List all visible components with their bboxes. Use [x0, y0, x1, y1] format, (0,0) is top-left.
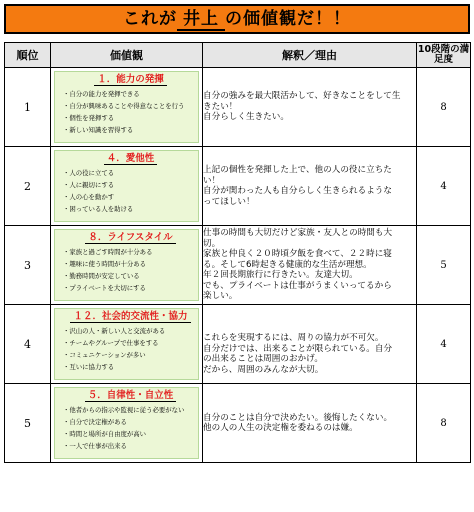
values-cell: [51, 226, 203, 305]
value-item: ・ プライベートを大切にする: [63, 282, 198, 294]
rank-cell: 5: [5, 384, 51, 463]
reason-line: きたい！: [203, 101, 238, 112]
table-row: [5, 68, 471, 147]
value-item: ・ 沢山の人・新しい人と交流がある: [63, 325, 198, 337]
satisfaction-score: 4: [417, 147, 471, 226]
value-item: ・ 一人で仕事が出来る: [63, 440, 198, 452]
value-item: ・ 人の役に立てる: [63, 167, 198, 179]
value-item: ・ 自分の能力を発揮できる: [63, 88, 198, 100]
reason-line: の出来ることは周囲のおかげ。: [203, 354, 323, 364]
value-item: ・ 趣味に使う時間が十分ある: [63, 258, 198, 270]
reason-line: 自分らしく生きたい。: [203, 112, 289, 123]
values-cell: [51, 305, 203, 384]
column-header-satisfaction: 10段階の満足度: [417, 43, 471, 68]
satisfaction-score: 4: [417, 305, 471, 384]
reason-line: 自分のことは自分で決めたい。後悔したくない。: [203, 412, 393, 423]
column-header-rank: 順位: [5, 43, 51, 68]
value-item: ・ 自分で決定権がある: [63, 416, 198, 428]
values-cell: [51, 147, 203, 226]
reason-cell: [203, 147, 417, 226]
value-item: ・ 困っている人を助ける: [63, 203, 198, 215]
reason-line: 年２回長期旅行に行きたい。友達大切。: [203, 270, 358, 281]
value-item: ・ 人に親切にする: [63, 179, 198, 191]
value-title: １．能力の発揮: [94, 74, 167, 86]
reason-cell: [203, 305, 417, 384]
page-title: [123, 4, 351, 31]
reason-line: これらを実現するには、周りの協力が不可欠。: [203, 333, 384, 343]
reason-line: でも、プライベートは仕事がうまくいってるから: [203, 280, 392, 291]
reason-line: 自分が関わった人も自分らしく生きられるような: [203, 186, 392, 196]
reason-line: 仕事の時間も大切だけど家族・友人との時間も大: [203, 228, 393, 239]
value-title: ８．ライフスタイル: [85, 232, 175, 244]
table-row: [5, 305, 471, 384]
value-item: ・ コミュニケーションが多い: [63, 349, 198, 361]
reason-cell: [203, 68, 417, 147]
reason-line: 楽しい。: [203, 291, 238, 302]
table-row: [5, 147, 471, 226]
reason-line: い！: [203, 175, 221, 186]
value-item: ・ 他者からの指示や監視に従う必要がない: [63, 404, 198, 416]
value-card: [54, 150, 199, 222]
value-card: [54, 71, 199, 143]
reason-line: 自分の強みを最大限活かして、好きなことをして生: [203, 91, 401, 102]
value-title: ４．愛他性: [104, 153, 158, 165]
person-name: 井上: [177, 4, 225, 31]
value-item: ・ 人の心を動かす: [63, 191, 198, 203]
table-row: [5, 384, 471, 463]
reason-line: 上記の個性を発揮した上で、他の人の役に立ちた: [203, 165, 392, 175]
values-cell: [51, 384, 203, 463]
column-header-values: 価値観: [51, 43, 203, 68]
title-prefix: これが: [123, 9, 177, 29]
value-item: ・ チームやグループで仕事をする: [63, 337, 198, 349]
value-card: [54, 387, 199, 459]
reason-cell: [203, 384, 417, 463]
value-item: ・ 時間と場所が自由度が高い: [63, 428, 198, 440]
rank-cell: 3: [5, 226, 51, 305]
value-item: ・ 新しい知識を習得する: [63, 124, 198, 136]
value-title: ５．自律性・自立性: [85, 390, 177, 402]
reason-line: 家族と仲良く２０時頃夕飯を食べて、２２時に寝: [203, 249, 392, 260]
reason-line: ってほしい！: [203, 196, 255, 207]
value-item: ・ 個性を発揮する: [63, 112, 198, 124]
value-title: １２．社会的交流性・協力: [70, 311, 190, 323]
title-suffix: の価値観だ！！: [225, 9, 351, 29]
value-item: ・ 勤務時間が安定している: [63, 270, 198, 282]
reason-line: だから、周囲のみんなが大切。: [203, 364, 324, 375]
satisfaction-score: 8: [417, 68, 471, 147]
reason-cell: [203, 226, 417, 305]
values-table: [4, 42, 471, 463]
reason-line: 他の人の人生の決定権を委ねるのは嫌。: [203, 423, 358, 433]
value-item: ・ 互いに協力する: [63, 361, 198, 373]
column-header-reason: 解釈／理由: [203, 43, 417, 68]
value-card: [54, 308, 199, 380]
rank-cell: 2: [5, 147, 51, 226]
value-item: ・ 家族と過ごす時間が十分ある: [63, 246, 198, 258]
rank-cell: 1: [5, 68, 51, 147]
values-cell: [51, 68, 203, 147]
reason-line: 切。: [203, 238, 221, 249]
value-item: ・ 自分が興味あることや得意なことを行う: [63, 100, 198, 112]
satisfaction-score: 5: [417, 226, 471, 305]
table-row: [5, 226, 471, 305]
satisfaction-score: 8: [417, 384, 471, 463]
rank-cell: 4: [5, 305, 51, 384]
value-card: [54, 229, 199, 301]
reason-line: る。そして6時起きる健康的な生活が理想。: [203, 259, 372, 270]
reason-line: 自分だけでは、出来ることが限られている。自分: [203, 343, 393, 354]
header-row: [5, 43, 471, 68]
